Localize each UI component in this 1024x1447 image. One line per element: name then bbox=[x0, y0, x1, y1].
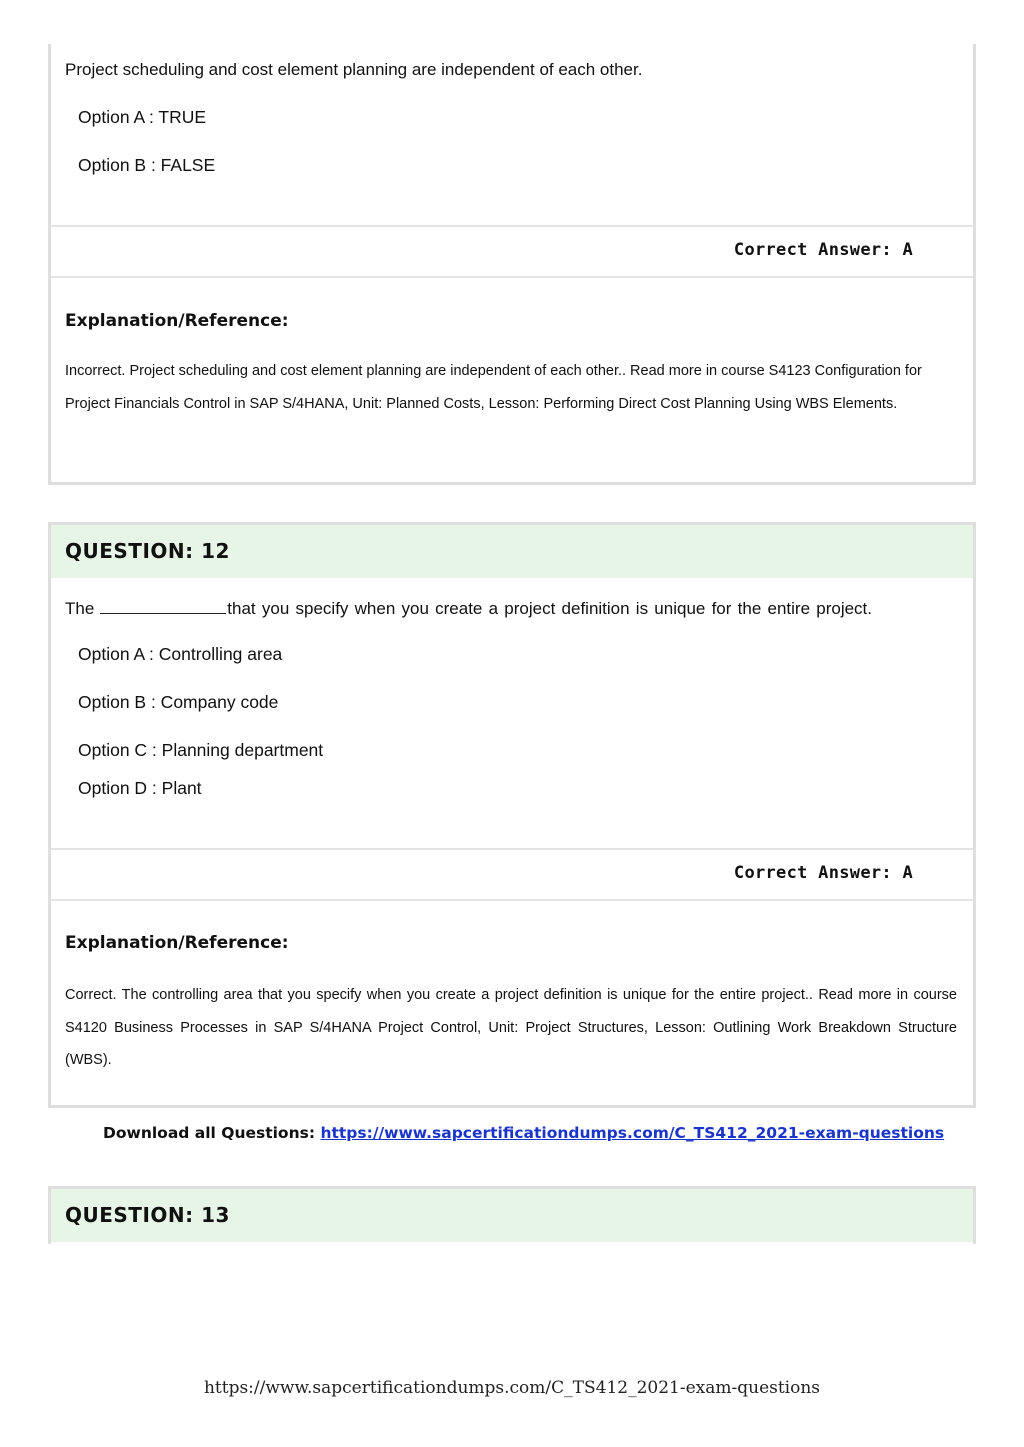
question-11-correct-answer: Correct Answer: A bbox=[733, 240, 913, 260]
question-12-header: QUESTION: 12 bbox=[51, 525, 973, 578]
download-all-questions bbox=[103, 1124, 944, 1142]
question-12-card bbox=[48, 522, 976, 1108]
question-11-card bbox=[48, 44, 976, 485]
question-12-text bbox=[65, 596, 872, 620]
question-11-option-b: Option B : FALSE bbox=[78, 155, 216, 175]
divider bbox=[51, 276, 973, 278]
question-12-text-after: that you specify when you create a project definition is unique for the entire project. bbox=[227, 599, 872, 618]
question-12-option-a: Option A : Controlling area bbox=[78, 644, 283, 664]
question-12-explanation-heading: Explanation/Reference: bbox=[65, 933, 289, 953]
question-12-option-d: Option D : Plant bbox=[78, 778, 202, 798]
download-link[interactable]: https://www.sapcertificationdumps.com/C_TS412_2021-exam-questions bbox=[320, 1124, 945, 1142]
question-11-text: Project scheduling and cost element planning are independent of each other. bbox=[65, 60, 643, 79]
download-label: Download all Questions: bbox=[103, 1124, 316, 1142]
question-11-option-a: Option A : TRUE bbox=[78, 107, 207, 127]
question-12-explanation-text: Correct. The controlling area that you specify when you create a project definition is unique for the entire project.. Read more in course S4120 Business Processes in SAP S/4HANA Project Control, Unit: Project Structures, Lesson: Outlining Work Breakdown Structure (WBS). bbox=[65, 987, 957, 1068]
fill-in-blank bbox=[100, 596, 226, 614]
divider bbox=[51, 848, 973, 850]
question-11-explanation-text: Incorrect. Project scheduling and cost element planning are independent of each other.. Read more in course S4123 Configuration for Project Financials Control in SAP S/4HANA, Unit: Planned Costs, Lesson: Performing Direct Cost Planning Using WBS Elements. bbox=[65, 363, 922, 412]
question-11-explanation-heading: Explanation/Reference: bbox=[65, 311, 289, 331]
question-13-card bbox=[48, 1186, 976, 1244]
page-footer-url: https://www.sapcertificationdumps.com/C_TS412_2021-exam-questions bbox=[203, 1378, 821, 1398]
question-13-header: QUESTION: 13 bbox=[51, 1189, 973, 1242]
question-12-option-c: Option C : Planning department bbox=[78, 740, 324, 760]
question-12-text-before: The bbox=[65, 599, 95, 618]
divider bbox=[51, 225, 973, 227]
question-12-correct-answer: Correct Answer: A bbox=[733, 863, 913, 883]
question-12-option-b: Option B : Company code bbox=[78, 692, 279, 712]
divider bbox=[51, 899, 973, 901]
